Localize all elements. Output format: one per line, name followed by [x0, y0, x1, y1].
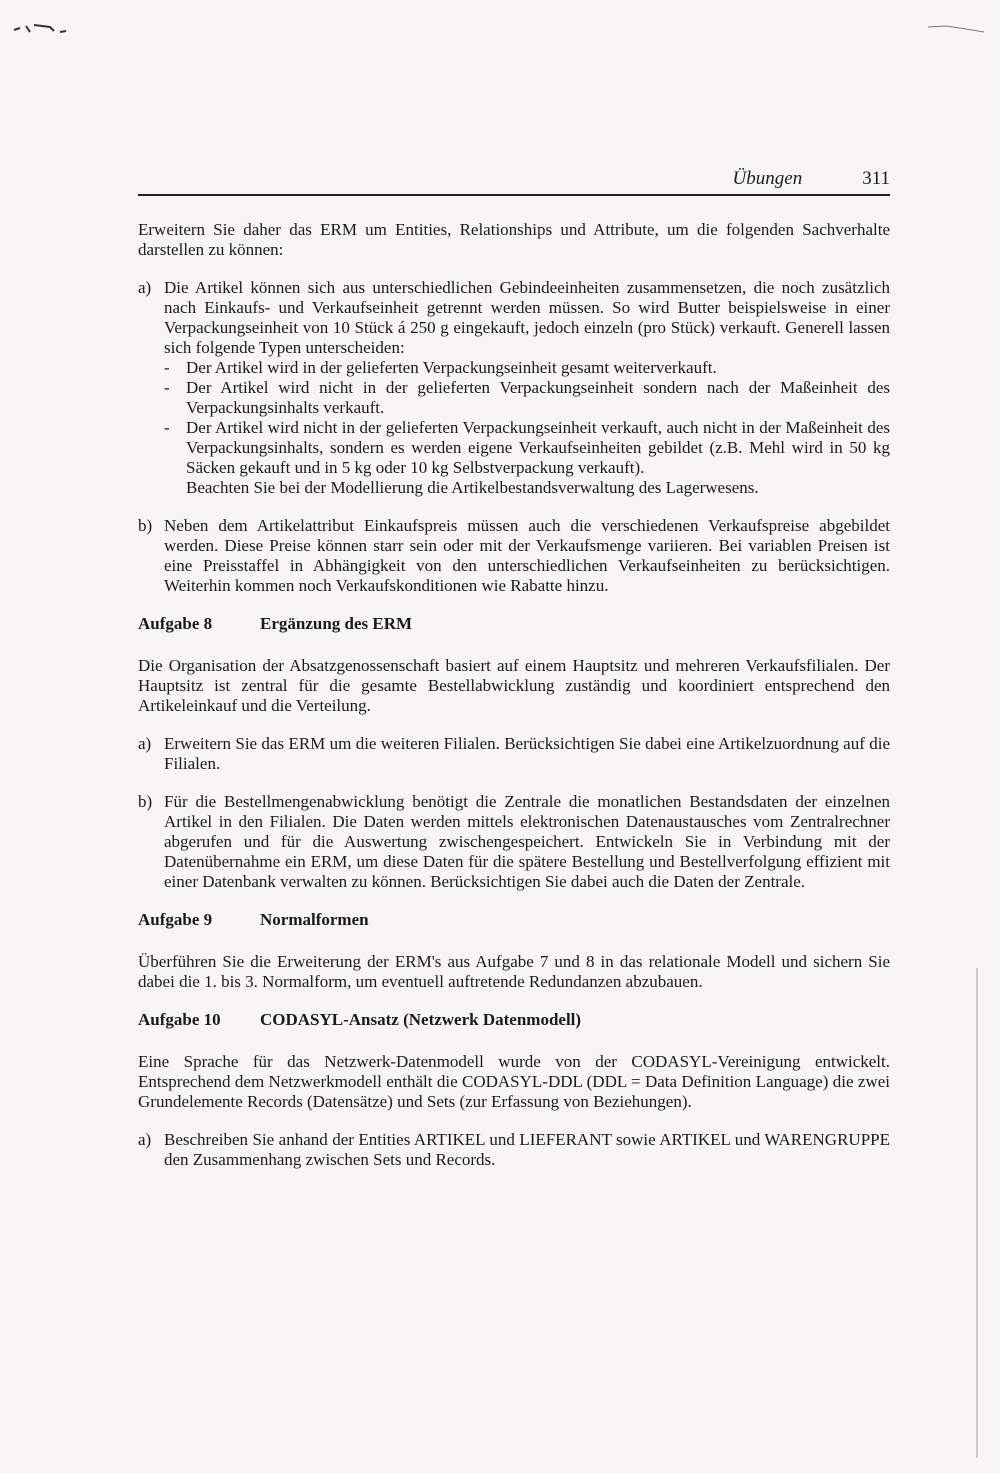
dash-text: Der Artikel wird in der gelieferten Verpackungseinheit gesamt weiterverkauft. — [186, 358, 717, 377]
item-b-text: Neben dem Artikelattribut Einkaufspreis müssen auch die verschiedenen Verkaufspreise abgebildet werden. Diese Preise können starr sein oder mit der Verkaufsmenge variieren. Bei variablen Preisen ist eine Preisstaffel in Abhängigkeit von den unterschiedlichen Verkaufseinheiten zu berücksichtigen. Weiterhin kommen noch Verkaufskonditionen wie Rabatte hinzu. — [164, 516, 890, 595]
task-9-text: Überführen Sie die Erweiterung der ERM's aus Aufgabe 7 und 8 in das relationale Modell und sichern Sie dabei die 1. bis 3. Normalform, um eventuell auftretende Redundanzen abzubauen. — [138, 952, 890, 991]
task-10-item-a — [138, 1130, 890, 1170]
task-title: Ergänzung des ERM — [260, 614, 413, 633]
item-label: a) — [138, 1130, 152, 1149]
item-text: Beschreiben Sie anhand der Entities ARTIKEL und LIEFERANT sowie ARTIKEL und WARENGRUPPE den Zusammenhang zwischen Sets und Records. — [164, 1130, 890, 1169]
task-8-intro: Die Organisation der Absatzgenossenschaft basiert auf einem Hauptsitz und mehreren Verkaufsfilialen. Der Hauptsitz ist zentral für die gesamte Bestellabwicklung zuständig und koordiniert entsprechend den Artikeleinkauf und die Verteilung. — [138, 656, 890, 715]
document-page — [138, 168, 890, 1188]
list-item-b — [138, 516, 890, 596]
scan-artifact-mark-right — [926, 24, 986, 34]
intro-paragraph: Erweitern Sie daher das ERM um Entities, Relationships und Attribute, um die folgenden Sachverhalte darstellen zu können: — [138, 220, 890, 259]
list-item-a — [138, 278, 890, 498]
item-label: b) — [138, 516, 153, 535]
dash-marker: - — [164, 418, 170, 437]
dash-item-2 — [164, 378, 890, 418]
dash-marker: - — [164, 358, 170, 377]
task-8-item-b — [138, 792, 890, 892]
note-text: Beachten Sie bei der Modellierung die Artikelbestandsverwaltung des Lagerwesens. — [186, 478, 759, 497]
task-number: Aufgabe 10 — [138, 1010, 221, 1029]
item-text: Erweitern Sie das ERM um die weiteren Filialen. Berücksichtigen Sie dabei eine Artikelzuordnung auf die Filialen. — [164, 734, 890, 773]
item-label: a) — [138, 734, 152, 753]
dash-text: Der Artikel wird nicht in der gelieferten Verpackungseinheit sondern nach der Maßeinheit des Verpackungsinhalts verkauft. — [186, 378, 890, 417]
task-8-item-a — [138, 734, 890, 774]
dash-item-3 — [164, 418, 890, 478]
task-9-heading — [138, 910, 890, 930]
task-10-intro: Eine Sprache für das Netzwerk-Datenmodell wurde von der CODASYL-Vereinigung entwickelt. Entsprechend dem Netzwerkmodell enthält die CODASYL-DDL (DDL = Data Definition Language) die zwei Grundelemente Records (Datensätze) und Sets (zur Erfassung von Beziehungen). — [138, 1052, 890, 1111]
task-title: CODASYL-Ansatz (Netzwerk Datenmodell) — [260, 1010, 582, 1029]
task-number: Aufgabe 8 — [138, 614, 213, 633]
dash-note — [164, 478, 890, 498]
page-number: 311 — [862, 168, 890, 189]
page-header — [138, 168, 890, 196]
item-label: b) — [138, 792, 153, 811]
item-text: Für die Bestellmengenabwicklung benötigt die Zentrale die monatlichen Bestandsdaten der einzelnen Artikel in den Filialen. Die Daten werden mittels elektronischen Datenaustausches vom Zentralrechner abgerufen und für die Auswertung zwischengespeichert. Entwickeln Sie in Verbindung mit der Datenübernahme ein ERM, um diese Daten für die spätere Bestellung und Bestellverfolgung effizient mit einer Datenbank verwalten zu können. Berücksichtigen Sie dabei auch die Daten der Zentrale. — [164, 792, 890, 891]
dash-marker: - — [164, 378, 170, 397]
section-title: Übungen — [732, 168, 803, 189]
task-8-heading — [138, 614, 890, 634]
task-number: Aufgabe 9 — [138, 910, 213, 929]
dash-text: Der Artikel wird nicht in der gelieferten Verpackungseinheit verkauft, auch nicht in der Maßeinheit des Verpackungsinhalts, sondern es werden eigene Verkaufseinheiten gebildet (z.B. Mehl wird in 50 kg Säcken gekauft und in 5 kg oder 10 kg Selbstverpackung verkauft). — [186, 418, 890, 477]
scan-artifact-mark — [10, 22, 80, 36]
item-a-text: Die Artikel können sich aus unterschiedlichen Gebindeeinheiten zusammensetzen, die noch zusätzlich nach Einkaufs- und Verkaufseinheit getrennt werden müssen. So wird Butter beispielsweise in einer Verpackungseinheit von 10 Stück á 250 g eingekauft, jedoch einzeln (pro Stück) verkauft. Generell lassen sich folgende Typen unterscheiden: — [164, 278, 890, 357]
task-10-heading — [138, 1010, 890, 1030]
scan-edge-line — [976, 968, 978, 1458]
dash-item-1 — [164, 358, 890, 378]
task-title: Normalformen — [260, 910, 369, 929]
item-label: a) — [138, 278, 152, 297]
